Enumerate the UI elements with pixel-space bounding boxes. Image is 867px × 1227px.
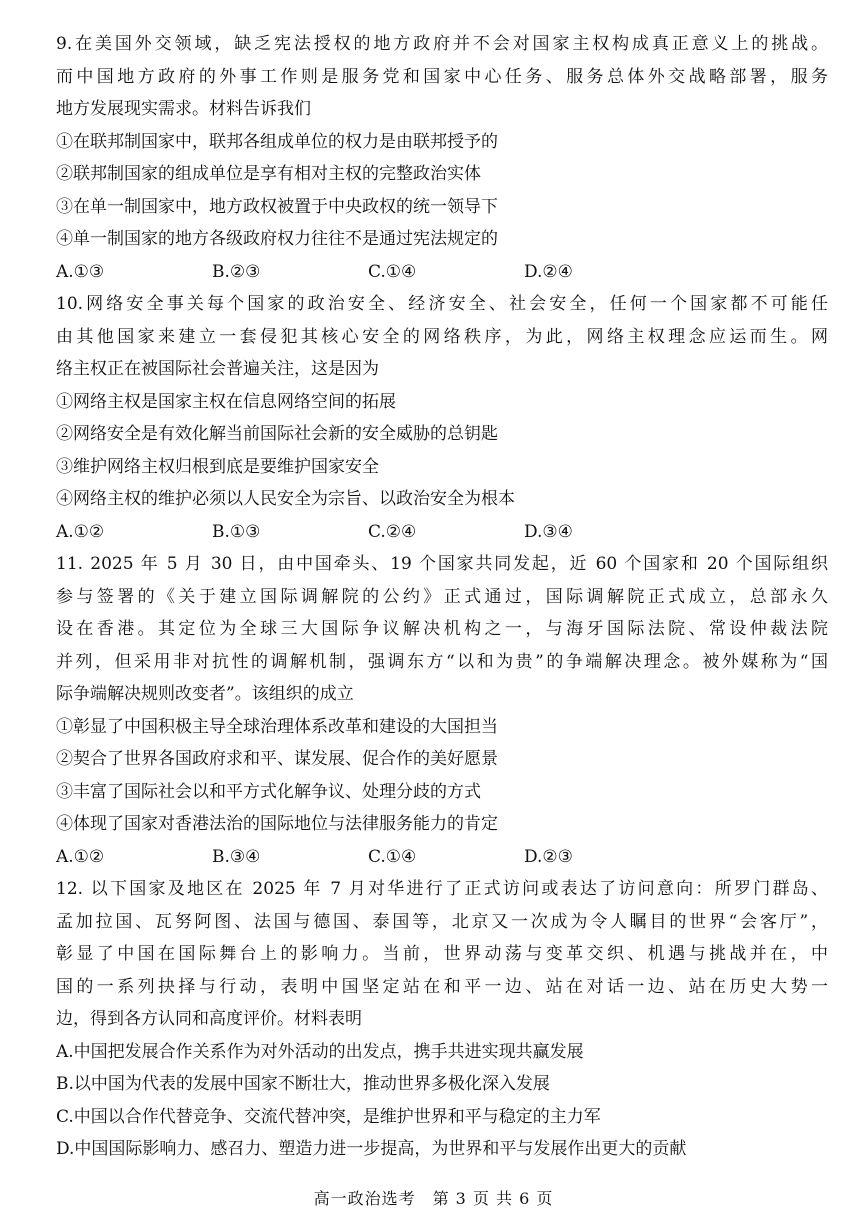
page-footer: 高一政治选考 第 3 页 共 6 页 xyxy=(313,1189,554,1208)
choice-b: B.②③ xyxy=(212,261,261,282)
exam-page xyxy=(56,28,828,1166)
statement-option: ①彰显了中国积极主导全球治理体系改革和建设的大国担当 xyxy=(56,716,498,737)
choice-d: D.②③ xyxy=(524,846,573,867)
question-12 xyxy=(56,873,828,1166)
choice-a: A.①② xyxy=(56,521,105,542)
choice-c: C.②④ xyxy=(368,521,417,542)
choice-c: C.①④ xyxy=(368,261,417,282)
question-stem-line: 际争端解决规则改变者”。该组织的成立 xyxy=(56,684,354,704)
statement-option: ③在单一制国家中，地方政权被置于中央政权的统一领导下 xyxy=(56,196,498,217)
question-stem-line: 地方发展现实需求。材料告诉我们 xyxy=(56,99,311,119)
statement-option: ④网络主权的维护必须以人民安全为宗旨、以政治安全为根本 xyxy=(56,489,515,509)
choice-b: B.①③ xyxy=(212,521,261,542)
statement-option: ②契合了世界各国政府求和平、谋发展、促合作的美好愿景 xyxy=(56,749,498,769)
statement-option: ②网络安全是有效化解当前国际社会新的安全威胁的总钥匙 xyxy=(56,424,498,444)
question-stem-line: 络主权正在被国际社会普遍关注，这是因为 xyxy=(56,359,379,379)
question-stem-line: 彰显了中国在国际舞台上的影响力。当前，世界动荡与变革交织、机遇与挑战并在，中 xyxy=(56,944,828,964)
question-9 xyxy=(56,28,828,288)
question-stem-line: 11. 2025 年 5 月 30 日，由中国牵头、19 个国家共同发起，近 60 个国家和 20 个国际组织 xyxy=(56,554,828,574)
statement-option: ①在联邦制国家中，联邦各组成单位的权力是由联邦授予的 xyxy=(56,131,498,152)
question-stem-line: 边，得到各方认同和高度评价。材料表明 xyxy=(56,1009,362,1029)
statement-option: ①网络主权是国家主权在信息网络空间的拓展 xyxy=(56,391,396,412)
statement-option: ③维护网络主权归根到底是要维护国家安全 xyxy=(56,456,379,477)
question-stem-line: 9.在美国外交领域，缺乏宪法授权的地方政府并不会对国家主权构成真正意义上的挑战。 xyxy=(56,34,828,54)
choice-b: B.③④ xyxy=(212,846,261,867)
question-stem-line: 12. 以下国家及地区在 2025 年 7 月对华进行了正式访问或表达了访问意向：所罗门群岛、 xyxy=(56,879,828,899)
question-stem-line: 由其他国家来建立一套侵犯其核心安全的网络秩序，为此，网络主权理念应运而生。网 xyxy=(56,326,828,347)
question-11 xyxy=(56,548,828,873)
question-stem-line: 并列，但采用非对抗性的调解机制，强调东方“以和为贵”的争端解决理念。被外媒称为“国 xyxy=(56,651,828,672)
question-stem-line: 而中国地方政府的外事工作则是服务党和国家中心任务、服务总体外交战略部署，服务 xyxy=(56,66,828,87)
question-stem-line: 10.网络安全事关每个国家的政治安全、经济安全、社会安全，任何一个国家都不可能任 xyxy=(56,294,828,314)
question-stem-line: 参与签署的《关于建立国际调解院的公约》正式通过，国际调解院正式成立，总部永久 xyxy=(56,586,828,607)
statement-option: ②联邦制国家的组成单位是享有相对主权的完整政治实体 xyxy=(56,164,481,184)
statement-option: ④体现了国家对香港法治的国际地位与法律服务能力的肯定 xyxy=(56,814,498,834)
answer-option-b: B.以中国为代表的发展中国家不断壮大，推动世界多极化深入发展 xyxy=(56,1074,550,1094)
statement-option: ③丰富了国际社会以和平方式化解争议、处理分歧的方式 xyxy=(56,781,481,802)
answer-choices xyxy=(56,516,828,549)
answer-choices xyxy=(56,256,828,289)
answer-option-d: D.中国国际影响力、感召力、塑造力进一步提高，为世界和平与发展作出更大的贡献 xyxy=(56,1139,687,1159)
question-stem-line: 孟加拉国、瓦努阿图、法国与德国、泰国等，北京又一次成为令人瞩目的世界“会客厅”， xyxy=(56,911,828,932)
choice-a: A.①③ xyxy=(56,261,105,282)
answer-choices xyxy=(56,841,828,874)
answer-option-a: A.中国把发展合作关系作为对外活动的出发点，携手共进实现共赢发展 xyxy=(56,1041,584,1062)
choice-c: C.①④ xyxy=(368,846,417,867)
statement-option: ④单一制国家的地方各级政府权力往往不是通过宪法规定的 xyxy=(56,229,498,249)
question-stem-line: 设在香港。其定位为全球三大国际争议解决机构之一，与海牙国际法院、常设仲裁法院 xyxy=(56,619,828,639)
choice-d: D.②④ xyxy=(524,261,573,282)
question-10 xyxy=(56,288,828,548)
question-stem-line: 国的一系列抉择与行动，表明中国坚定站在和平一边、站在对话一边、站在历史大势一 xyxy=(56,976,828,997)
answer-option-c: C.中国以合作代替竞争、交流代替冲突，是维护世界和平与稳定的主力军 xyxy=(56,1106,601,1127)
choice-a: A.①② xyxy=(56,846,105,867)
choice-d: D.③④ xyxy=(524,521,573,542)
